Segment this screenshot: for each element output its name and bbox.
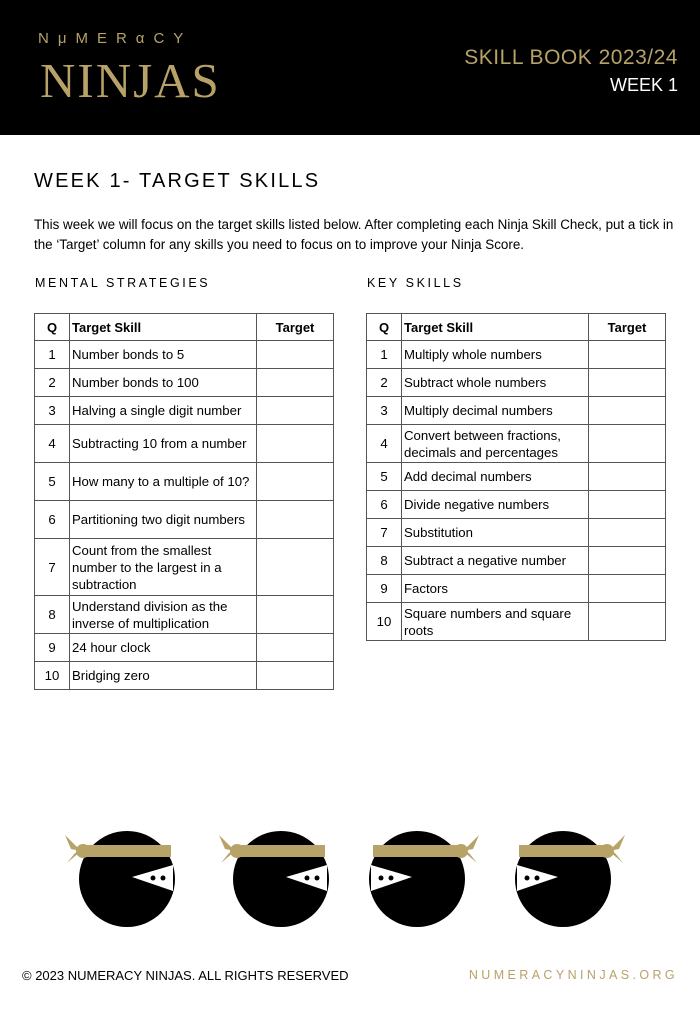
target-tick-cell[interactable]: [257, 662, 334, 690]
table-header-row: [35, 314, 334, 341]
table-row: [367, 491, 666, 519]
column-header-q: Q: [367, 314, 402, 341]
question-number: 7: [367, 519, 402, 547]
key-skills-heading: KEY SKILLS: [367, 276, 464, 290]
table-row: [35, 662, 334, 690]
table-row: [367, 575, 666, 603]
target-skill-cell: How many to a multiple of 10?: [70, 463, 257, 501]
target-skill-cell: Square numbers and square roots: [402, 603, 589, 641]
table-row: [367, 463, 666, 491]
target-tick-cell[interactable]: [257, 463, 334, 501]
question-number: 2: [35, 369, 70, 397]
target-tick-cell[interactable]: [257, 596, 334, 634]
target-skill-cell: Divide negative numbers: [402, 491, 589, 519]
question-number: 1: [35, 341, 70, 369]
target-tick-cell[interactable]: [589, 547, 666, 575]
table-row: [367, 603, 666, 641]
table-row: [35, 634, 334, 662]
column-header-target: Target: [589, 314, 666, 341]
table-row: [367, 519, 666, 547]
question-number: 9: [35, 634, 70, 662]
target-tick-cell[interactable]: [589, 519, 666, 547]
target-skill-cell: Multiply decimal numbers: [402, 397, 589, 425]
target-tick-cell[interactable]: [257, 369, 334, 397]
question-number: 7: [35, 539, 70, 596]
question-number: 4: [35, 425, 70, 463]
question-number: 8: [35, 596, 70, 634]
target-tick-cell[interactable]: [257, 539, 334, 596]
key-skills-table: [366, 313, 666, 641]
target-tick-cell[interactable]: [589, 397, 666, 425]
target-tick-cell[interactable]: [589, 425, 666, 463]
ninja-icon: [65, 831, 175, 927]
target-skill-cell: Convert between fractions, decimals and percentages: [402, 425, 589, 463]
target-skill-cell: Partitioning two digit numbers: [70, 501, 257, 539]
question-number: 10: [367, 603, 402, 641]
target-tick-cell[interactable]: [589, 575, 666, 603]
intro-paragraph: This week we will focus on the target skills listed below. After completing each Ninja Skill Check, put a tick in the ‘Target’ column for any skills you need to focus on to improve your Ninja Score.: [34, 217, 674, 252]
question-number: 6: [35, 501, 70, 539]
column-header-q: Q: [35, 314, 70, 341]
table-row: [35, 341, 334, 369]
table-row: [35, 501, 334, 539]
ninja-mascots: [0, 815, 700, 935]
target-tick-cell[interactable]: [589, 603, 666, 641]
target-tick-cell[interactable]: [257, 341, 334, 369]
target-skill-cell: Factors: [402, 575, 589, 603]
table-row: [35, 397, 334, 425]
ninja-icon: [515, 831, 625, 927]
target-tick-cell[interactable]: [589, 491, 666, 519]
table-row: [367, 397, 666, 425]
question-number: 8: [367, 547, 402, 575]
footer-copyright: © 2023 NUMERACY NINJAS. ALL RIGHTS RESERVED: [22, 968, 349, 983]
question-number: 1: [367, 341, 402, 369]
question-number: 6: [367, 491, 402, 519]
column-header-skill: Target Skill: [70, 314, 257, 341]
question-number: 4: [367, 425, 402, 463]
question-number: 2: [367, 369, 402, 397]
book-title: SKILL BOOK 2023/24: [464, 46, 678, 69]
ninja-icon: [369, 831, 479, 927]
question-number: 3: [35, 397, 70, 425]
question-number: 5: [367, 463, 402, 491]
book-week: WEEK 1: [609, 75, 678, 95]
target-tick-cell[interactable]: [257, 425, 334, 463]
column-header-target: Target: [257, 314, 334, 341]
target-tick-cell[interactable]: [257, 501, 334, 539]
target-skill-cell: Number bonds to 5: [70, 341, 257, 369]
mental-strategies-table: [34, 313, 334, 690]
target-tick-cell[interactable]: [589, 341, 666, 369]
brand-top-text: NμMERαCY: [38, 30, 193, 47]
target-tick-cell[interactable]: [589, 369, 666, 397]
target-skill-cell: Halving a single digit number: [70, 397, 257, 425]
question-number: 9: [367, 575, 402, 603]
target-skill-cell: Subtract a negative number: [402, 547, 589, 575]
target-skill-cell: Bridging zero: [70, 662, 257, 690]
target-tick-cell[interactable]: [257, 397, 334, 425]
target-skill-cell: Add decimal numbers: [402, 463, 589, 491]
question-number: 10: [35, 662, 70, 690]
table-row: [367, 547, 666, 575]
table-header-row: [367, 314, 666, 341]
brand-logo-text: NINJAS: [40, 53, 221, 108]
table-row: [35, 596, 334, 634]
target-skill-cell: Count from the smallest number to the largest in a subtraction: [70, 539, 257, 596]
mental-strategies-heading: MENTAL STRATEGIES: [35, 276, 211, 290]
target-skill-cell: Subtract whole numbers: [402, 369, 589, 397]
table-row: [35, 425, 334, 463]
target-tick-cell[interactable]: [589, 463, 666, 491]
target-skill-cell: Number bonds to 100: [70, 369, 257, 397]
target-skill-cell: Understand division as the inverse of multiplication: [70, 596, 257, 634]
page-title: WEEK 1- TARGET SKILLS: [34, 170, 321, 192]
target-skill-cell: 24 hour clock: [70, 634, 257, 662]
table-row: [367, 341, 666, 369]
ninja-icon: [219, 831, 329, 927]
target-tick-cell[interactable]: [257, 634, 334, 662]
target-skill-cell: Subtracting 10 from a number: [70, 425, 257, 463]
table-row: [35, 539, 334, 596]
column-header-skill: Target Skill: [402, 314, 589, 341]
table-row: [367, 369, 666, 397]
table-row: [367, 425, 666, 463]
target-skill-cell: Substitution: [402, 519, 589, 547]
question-number: 3: [367, 397, 402, 425]
table-row: [35, 463, 334, 501]
target-skill-cell: Multiply whole numbers: [402, 341, 589, 369]
header-banner: [0, 0, 700, 135]
footer-website: NUMERACYNINJAS.ORG: [468, 968, 678, 982]
question-number: 5: [35, 463, 70, 501]
table-row: [35, 369, 334, 397]
